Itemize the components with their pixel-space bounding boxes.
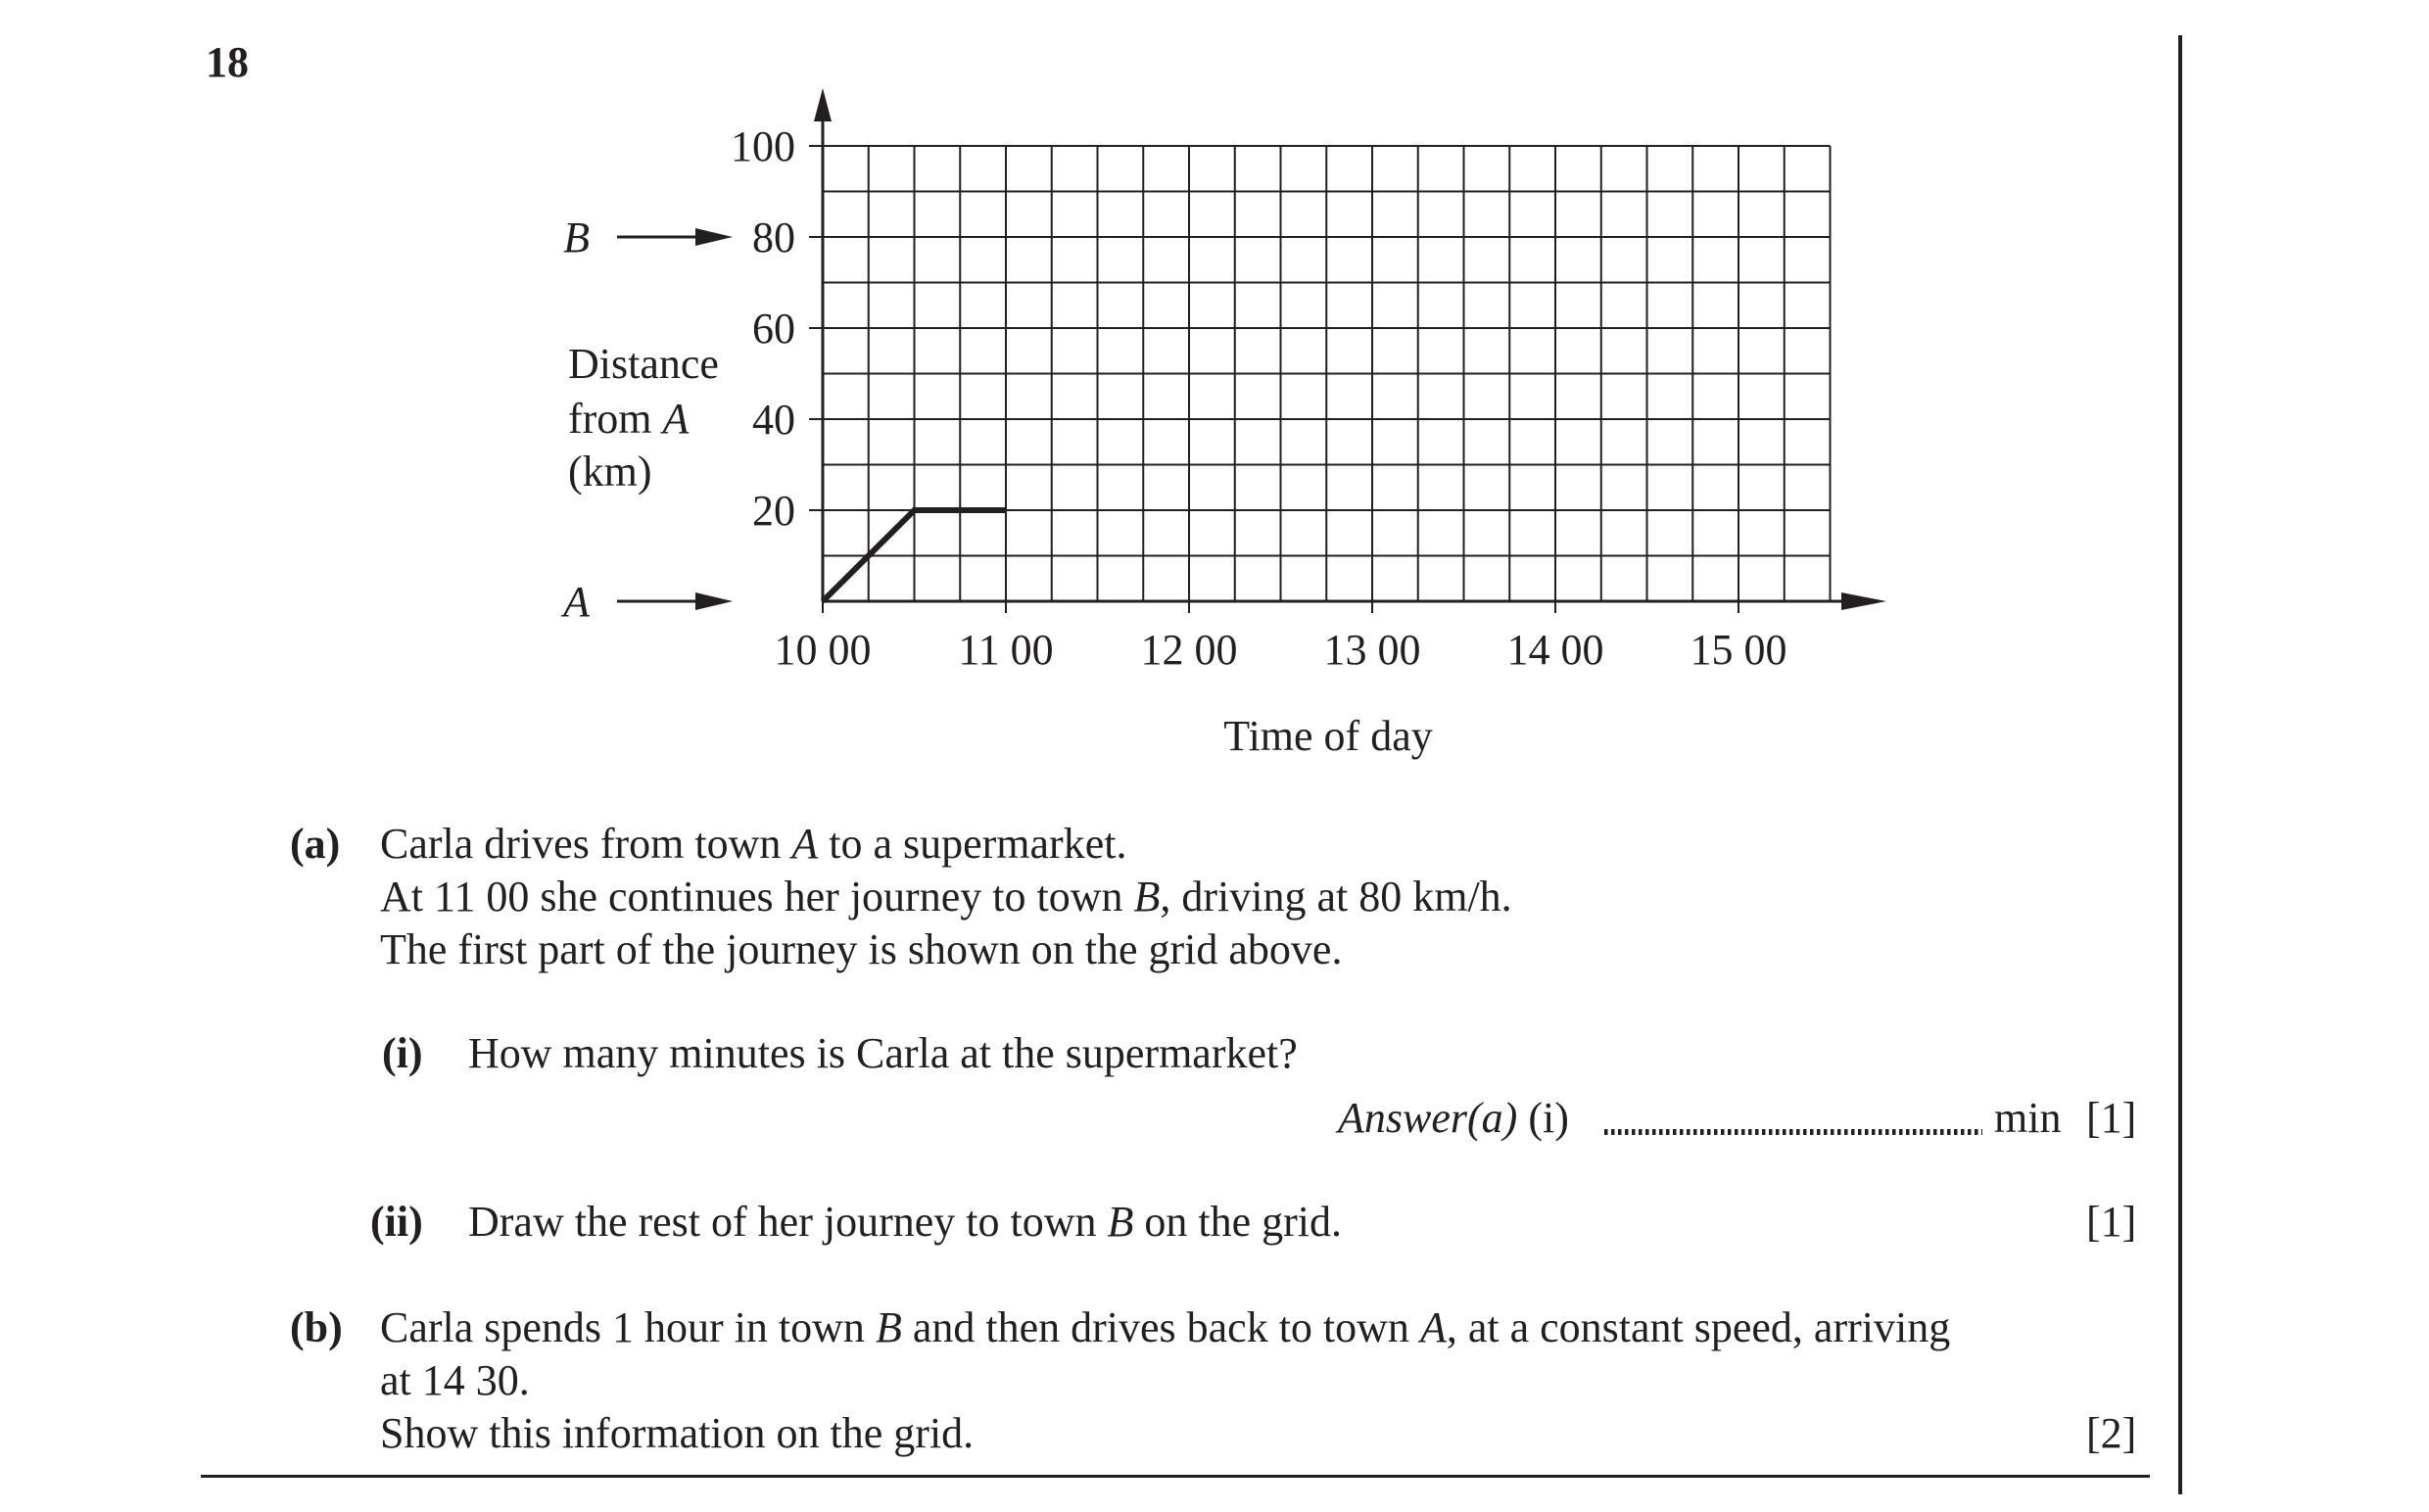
part-a-i-question: How many minutes is Carla at the supermarket? [468, 1029, 1298, 1077]
x-axis-arrow [1841, 592, 1886, 610]
y-axis-arrow [814, 88, 832, 121]
part-b-line2: at 14 30. [380, 1356, 530, 1404]
marks-a-ii: [1] [2086, 1198, 2137, 1246]
marks-a-i: [1] [2086, 1094, 2137, 1142]
town-marker-label-b: B [563, 213, 590, 261]
y-tick-label: 20 [752, 487, 795, 535]
y-tick-label: 100 [731, 122, 795, 170]
part-a-line3: The first part of the journey is shown on the grid above. [380, 925, 1343, 973]
x-tick-label: 15 00 [1690, 626, 1787, 674]
answer-a-i-label: Answer(a) (i) [1338, 1094, 1569, 1142]
part-a-ii-label: (ii) [370, 1198, 423, 1246]
part-a-line1: Carla drives from town A to a supermarket. [380, 820, 1127, 868]
x-tick-label: 10 00 [774, 626, 872, 674]
y-tick-label: 40 [752, 396, 795, 444]
x-tick-label: 14 00 [1506, 626, 1604, 674]
part-b-line3: Show this information on the grid. [380, 1409, 975, 1457]
part-a-i-label: (i) [382, 1029, 423, 1077]
x-tick-label: 11 00 [958, 626, 1054, 674]
x-axis-label: Time of day [1223, 712, 1433, 760]
marks-b: [2] [2086, 1409, 2137, 1457]
x-tick-label: 13 00 [1323, 626, 1421, 674]
part-a-label: (a) [290, 820, 341, 868]
x-tick-label: 12 00 [1140, 626, 1238, 674]
y-axis-label-line2: from A [568, 395, 690, 443]
y-tick-label: 60 [752, 305, 795, 353]
part-b-label: (b) [290, 1303, 343, 1351]
answer-a-i-unit: min [1994, 1094, 2062, 1142]
bottom-rule [201, 1475, 2150, 1478]
answer-a-i-field[interactable] [1602, 1126, 1984, 1138]
part-a-line2: At 11 00 she continues her journey to town B, driving at 80 km/h. [380, 873, 1512, 921]
question-number: 18 [206, 38, 249, 86]
town-marker-arrowhead [695, 228, 733, 246]
town-marker-arrowhead [695, 592, 733, 610]
part-b-line1: Carla spends 1 hour in town B and then drives back to town A, at a constant speed, arriving [380, 1303, 1951, 1351]
y-axis-label-line1: Distance [568, 340, 719, 388]
part-a-ii-question: Draw the rest of her journey to town B on the grid. [468, 1198, 1343, 1246]
town-marker-label-a: A [563, 578, 590, 626]
y-axis-label-line3: (km) [568, 448, 652, 496]
y-tick-label: 80 [752, 213, 795, 261]
